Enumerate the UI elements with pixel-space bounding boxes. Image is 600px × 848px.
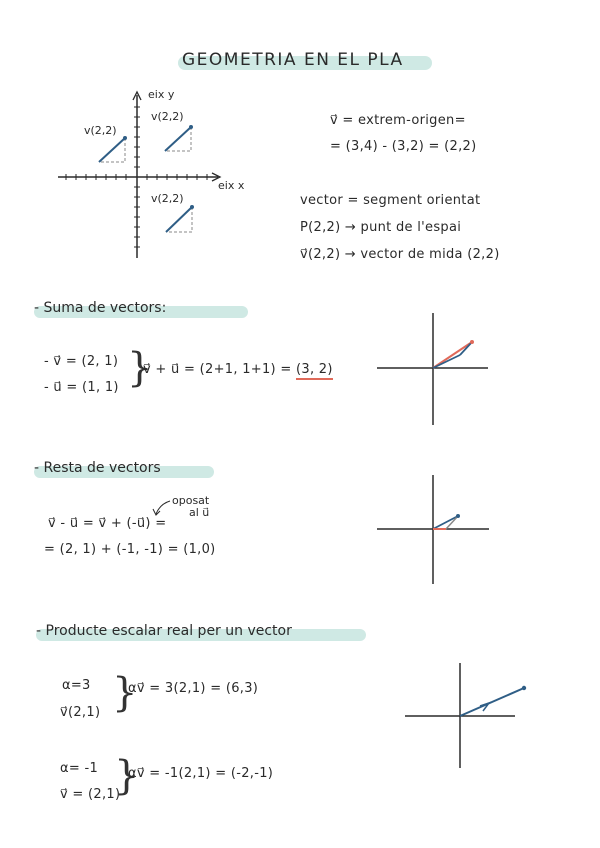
producte-heading: - Producte escalar real per un vector [36,623,292,639]
suma-result: (3, 2) [296,362,333,380]
note-line2: = (3,4) - (3,2) = (2,2) [330,139,477,154]
x-axis-label: eix x [218,179,245,192]
resta-line2: = (2, 1) + (-1, -1) = (1,0) [44,542,216,557]
producte-brace1: } [112,670,138,716]
note-line5: v⃗(2,2) → vector de mida (2,2) [300,247,500,262]
y-axis-label: eix y [148,88,175,101]
suma-brace: } [127,345,153,391]
producte-alpha1: α=3 [62,678,91,693]
suma-heading: - Suma de vectors: [34,300,167,316]
resta-note2: al u⃗ [189,506,210,519]
suma-expression: v⃗ + u⃗ = (2+1, 1+1) = [143,362,292,377]
producte-brace2: } [114,753,140,799]
producte-result1: αv⃗ = 3(2,1) = (6,3) [128,681,259,696]
producte-v2: v⃗ = (2,1) [60,787,121,802]
producte-v1: v⃗(2,1) [60,705,101,720]
note-line3: vector = segment orientat [300,193,481,208]
resta-note1: oposat [172,494,210,507]
note-line4: P(2,2) → punt de l'espai [300,220,462,235]
producte-alpha2: α= -1 [60,761,99,776]
resta-line1: v⃗ - u⃗ = v⃗ + (-u⃗) = [48,516,167,531]
vector1-label: v(2,2) [84,124,117,137]
note-line1: v⃗ = extrem-origen= [330,113,466,128]
suma-u: - u⃗ = (1, 1) [44,380,119,395]
suma-v: - v⃗ = (2, 1) [44,354,119,369]
producte-result2: αv⃗ = -1(2,1) = (-2,-1) [128,766,274,781]
resta-heading: - Resta de vectors [34,460,161,476]
vector2-label: v(2,2) [151,110,184,123]
producte-vector-scaled [460,688,524,716]
page-title: GEOMETRIA EN EL PLA [182,50,404,70]
vector3-label: v(2,2) [151,192,184,205]
